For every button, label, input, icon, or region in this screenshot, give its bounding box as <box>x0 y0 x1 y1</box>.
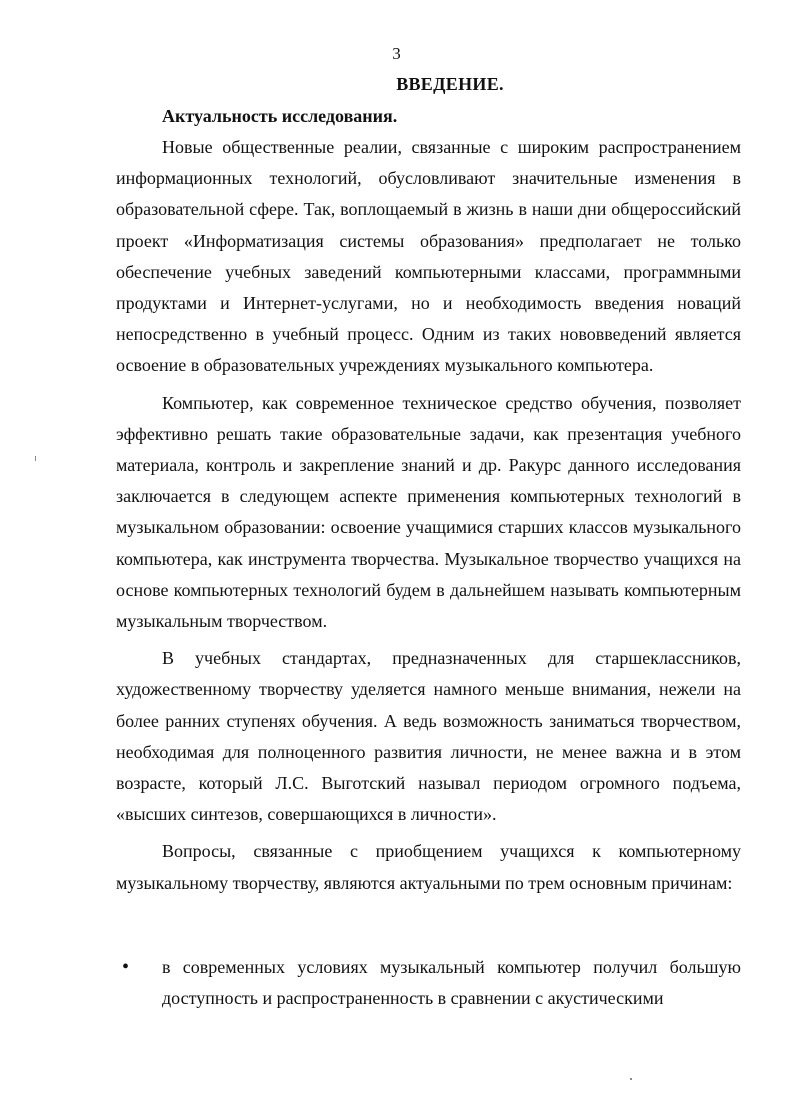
page-title: ВВЕДЕНИЕ. <box>396 74 504 94</box>
bullet-list <box>116 952 741 1014</box>
page-number: 3 <box>392 44 401 63</box>
paragraph-4: Вопросы, связанные с приобщением учащихся к компьютерному музыкальному творчеству, являются актуальными по трем основным причинам: <box>116 841 741 893</box>
paragraph-3: В учебных стандартах, предназначенных для старшеклассников, художественному творчеству уделяется намного меньше внимания, нежели на более ранних ступенях обучения. А ведь возможность заниматься творчеством, необходимая для полноценного развития личности, не менее важна и в этом возрасте, который Л.С. Выготский называл периодом огромного подъема, «высших синтезов, совершающихся в личности». <box>116 648 741 825</box>
bullet-item-1: • в современных условиях музыкальный компьютер получил большую доступность и распространенность в сравнении с акустическими <box>116 952 741 1014</box>
section-subtitle: Актуальность исследования. <box>162 106 398 126</box>
body-text <box>116 132 741 899</box>
paragraph-2: Компьютер, как современное техническое средство обучения, позволяет эффективно решать такие образовательные задачи, как презентация учебного материала, контроль и закрепление знаний и др. Ракурс данного исследования заключается в следующем аспекте применения компьютерных технологий в музыкальном образовании: освоение учащимися старших классов музыкального компьютера, как инструмента творчества. Музыкальное творчество учащихся на основе компьютерных технологий будем в дальнейшем называть компьютерным музыкальным творчеством. <box>116 392 741 632</box>
paragraph-1: Новые общественные реалии, связанные с широким распространением информационных технологий, обусловливают значительные изменения в образовательной сфере. Так, воплощаемый в жизнь в наши дни общероссийский проект «Информатизация системы образования» предполагает не только обеспечение учебных заведений компьютерными классами, программными продуктами и Интернет-услугами, но и необходимость введения новаций непосредственно в учебный процесс. Одним из таких нововведений является освоение в образовательных учреждениях музыкального компьютера. <box>116 137 741 376</box>
scan-speck <box>35 456 36 461</box>
scan-speck <box>630 1078 632 1080</box>
